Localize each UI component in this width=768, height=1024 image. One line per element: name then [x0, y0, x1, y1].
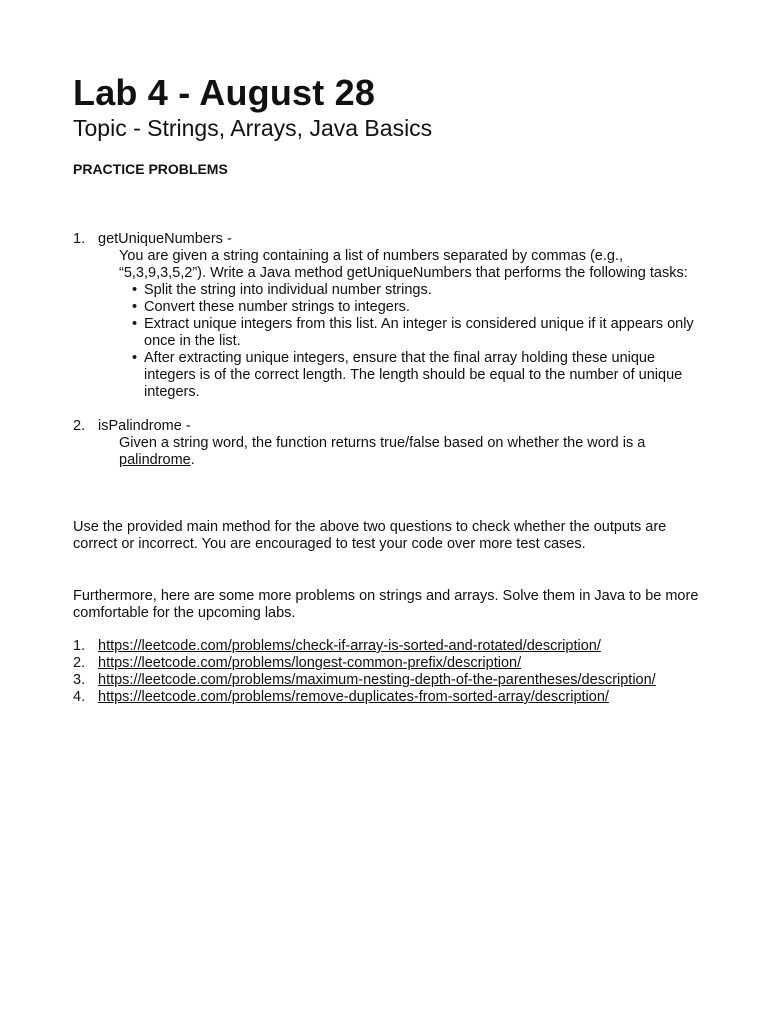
problem-number: 2.: [73, 418, 86, 434]
page-title: Lab 4 - August 28: [73, 72, 376, 113]
task-bullet: [134, 316, 703, 350]
task-text: Split the string into individual number strings.: [144, 282, 432, 298]
link-number: 1.: [73, 638, 86, 654]
link-item: [73, 689, 703, 706]
task-bullet: [134, 282, 703, 299]
practice-problem-list: [73, 231, 703, 486]
bullet-icon: •: [132, 282, 138, 298]
leetcode-link[interactable]: https://leetcode.com/problems/remove-duplicates-from-sorted-array/description/: [98, 689, 609, 705]
problem-description: [119, 435, 703, 469]
link-item: [73, 672, 703, 689]
section-heading: PRACTICE PROBLEMS: [73, 161, 228, 177]
task-bullet-list: [98, 282, 703, 401]
bullet-icon: •: [132, 299, 138, 315]
task-bullet: [134, 350, 703, 401]
problem-item: [73, 231, 703, 401]
problem-item: [73, 418, 703, 469]
leetcode-link[interactable]: https://leetcode.com/problems/maximum-nesting-depth-of-the-parentheses/description/: [98, 672, 656, 688]
leetcode-link[interactable]: https://leetcode.com/problems/check-if-array-is-sorted-and-rotated/description/: [98, 638, 601, 654]
link-item: [73, 638, 703, 655]
problem-number: 1.: [73, 231, 86, 247]
description-text: Given a string word, the function returns true/false based on whether the word is a: [119, 435, 646, 451]
link-number: 2.: [73, 655, 86, 671]
task-text: Convert these number strings to integers.: [144, 299, 410, 315]
link-number: 3.: [73, 672, 86, 688]
task-text: Extract unique integers from this list. An integer is considered unique if it appears only once in the list.: [144, 316, 694, 349]
problem-name: getUniqueNumbers -: [98, 231, 232, 247]
problem-description: You are given a string containing a list of numbers separated by commas (e.g., “5,3,9,3,5,2”). Write a Java method getUniqueNumbers that performs the following tasks:: [119, 248, 688, 281]
extra-problems-paragraph: Furthermore, here are some more problems on strings and arrays. Solve them in Java to be more comfortable for the upcoming labs.: [73, 588, 699, 621]
link-number: 4.: [73, 689, 86, 705]
instructions-paragraph: Use the provided main method for the above two questions to check whether the outputs are correct or incorrect. You are encouraged to test your code over more test cases.: [73, 519, 667, 552]
task-bullet: [134, 299, 703, 316]
problem-name: isPalindrome -: [98, 418, 191, 434]
page-subtitle: Topic - Strings, Arrays, Java Basics: [73, 115, 433, 141]
description-end: .: [190, 452, 195, 468]
leetcode-link[interactable]: https://leetcode.com/problems/longest-common-prefix/description/: [98, 655, 522, 671]
leetcode-link-list: [73, 638, 703, 706]
bullet-icon: •: [132, 316, 138, 332]
task-text: After extracting unique integers, ensure that the final array holding these unique integers is of the correct length. The length should be equal to the number of unique integers.: [144, 350, 683, 400]
link-item: [73, 655, 703, 672]
palindrome-link[interactable]: palindrome: [119, 452, 191, 468]
bullet-icon: •: [132, 350, 138, 366]
